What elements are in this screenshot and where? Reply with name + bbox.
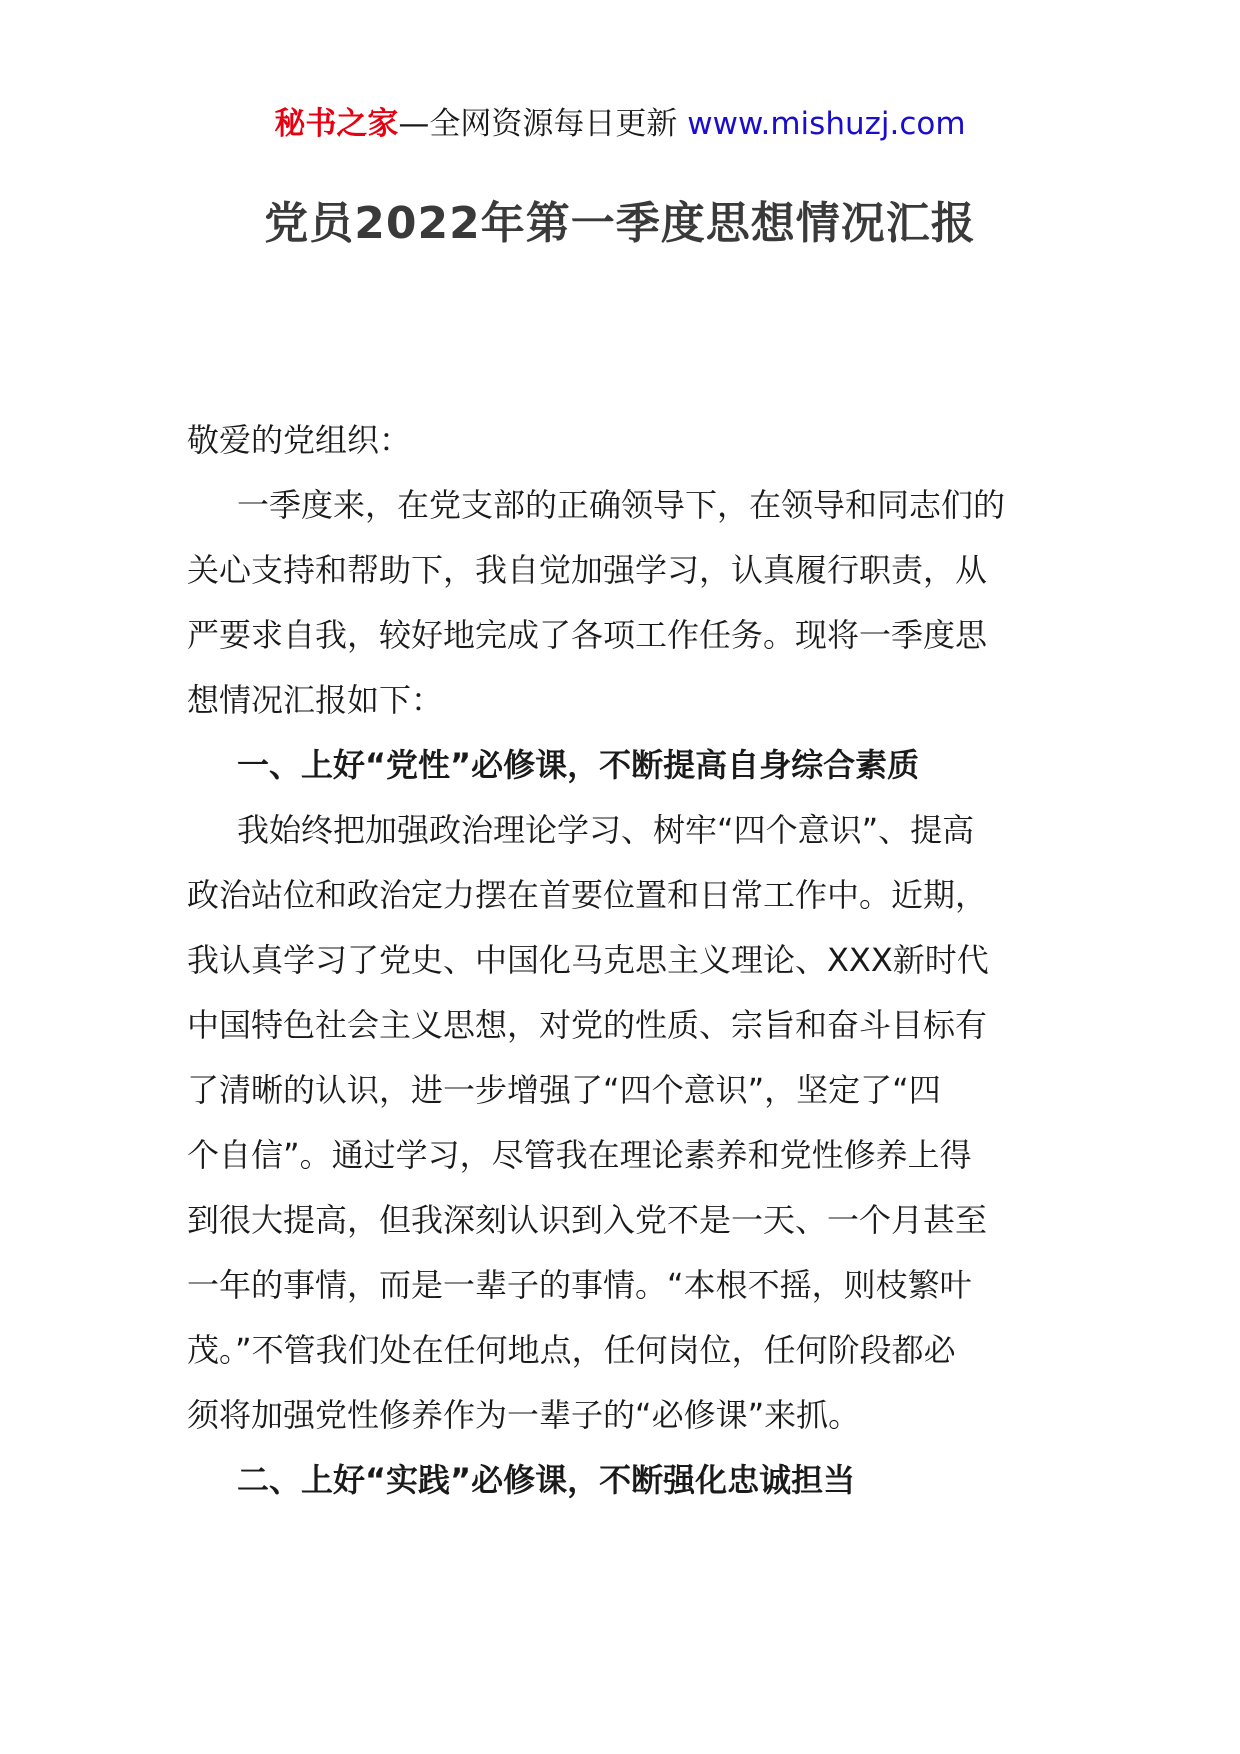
intro-paragraph [187, 473, 1057, 733]
text-line: 个自信”。通过学习，尽管我在理论素养和党性修养上得 [187, 1136, 972, 1174]
site-slogan: —全网资源每日更新 [398, 106, 678, 142]
section-1-paragraph [187, 798, 1057, 1448]
text-line: 我认真学习了党史、中国化马克思主义理论、XXX新时代 [187, 941, 989, 979]
section-heading-2: 二、上好“实践”必修课，不断强化忠诚担当 [237, 1461, 856, 1499]
document-title: 党员2022年第一季度思想情况汇报 [264, 198, 976, 249]
text-line: 中国特色社会主义思想，对党的性质、宗旨和奋斗目标有 [187, 1006, 988, 1044]
text-line: 须将加强党性修养作为一辈子的“必修课”来抓。 [187, 1396, 861, 1434]
site-header [0, 100, 1240, 148]
text-line: 严要求自我，较好地完成了各项工作任务。现将一季度思 [187, 616, 988, 654]
text-line: 茂。”不管我们处在任何地点，任何岗位，任何阶段都必 [187, 1331, 956, 1369]
text-line: 了清晰的认识，进一步增强了“四个意识”，坚定了“四 [187, 1071, 941, 1109]
text-line: 政治站位和政治定力摆在首要位置和日常工作中。近期， [187, 876, 988, 914]
text-line: 关心支持和帮助下，我自觉加强学习，认真履行职责，从 [187, 551, 988, 589]
text-line: 到很大提高，但我深刻认识到入党不是一天、一个月甚至 [187, 1201, 988, 1239]
site-url-link[interactable]: www.mishuzj.com [687, 106, 966, 142]
text-line: 一年的事情，而是一辈子的事情。“本根不摇，则枝繁叶 [187, 1266, 972, 1304]
salutation: 敬爱的党组织： [187, 421, 412, 459]
text-line: 想情况汇报如下： [187, 681, 444, 719]
site-brand: 秘书之家 [274, 106, 399, 142]
section-heading-1: 一、上好“党性”必修课，不断提高自身综合素质 [237, 746, 920, 784]
text-line: 一季度来，在党支部的正确领导下，在领导和同志们的 [237, 486, 1006, 524]
text-line: 我始终把加强政治理论学习、树牢“四个意识”、提高 [237, 811, 975, 849]
document-body [187, 408, 1057, 1513]
